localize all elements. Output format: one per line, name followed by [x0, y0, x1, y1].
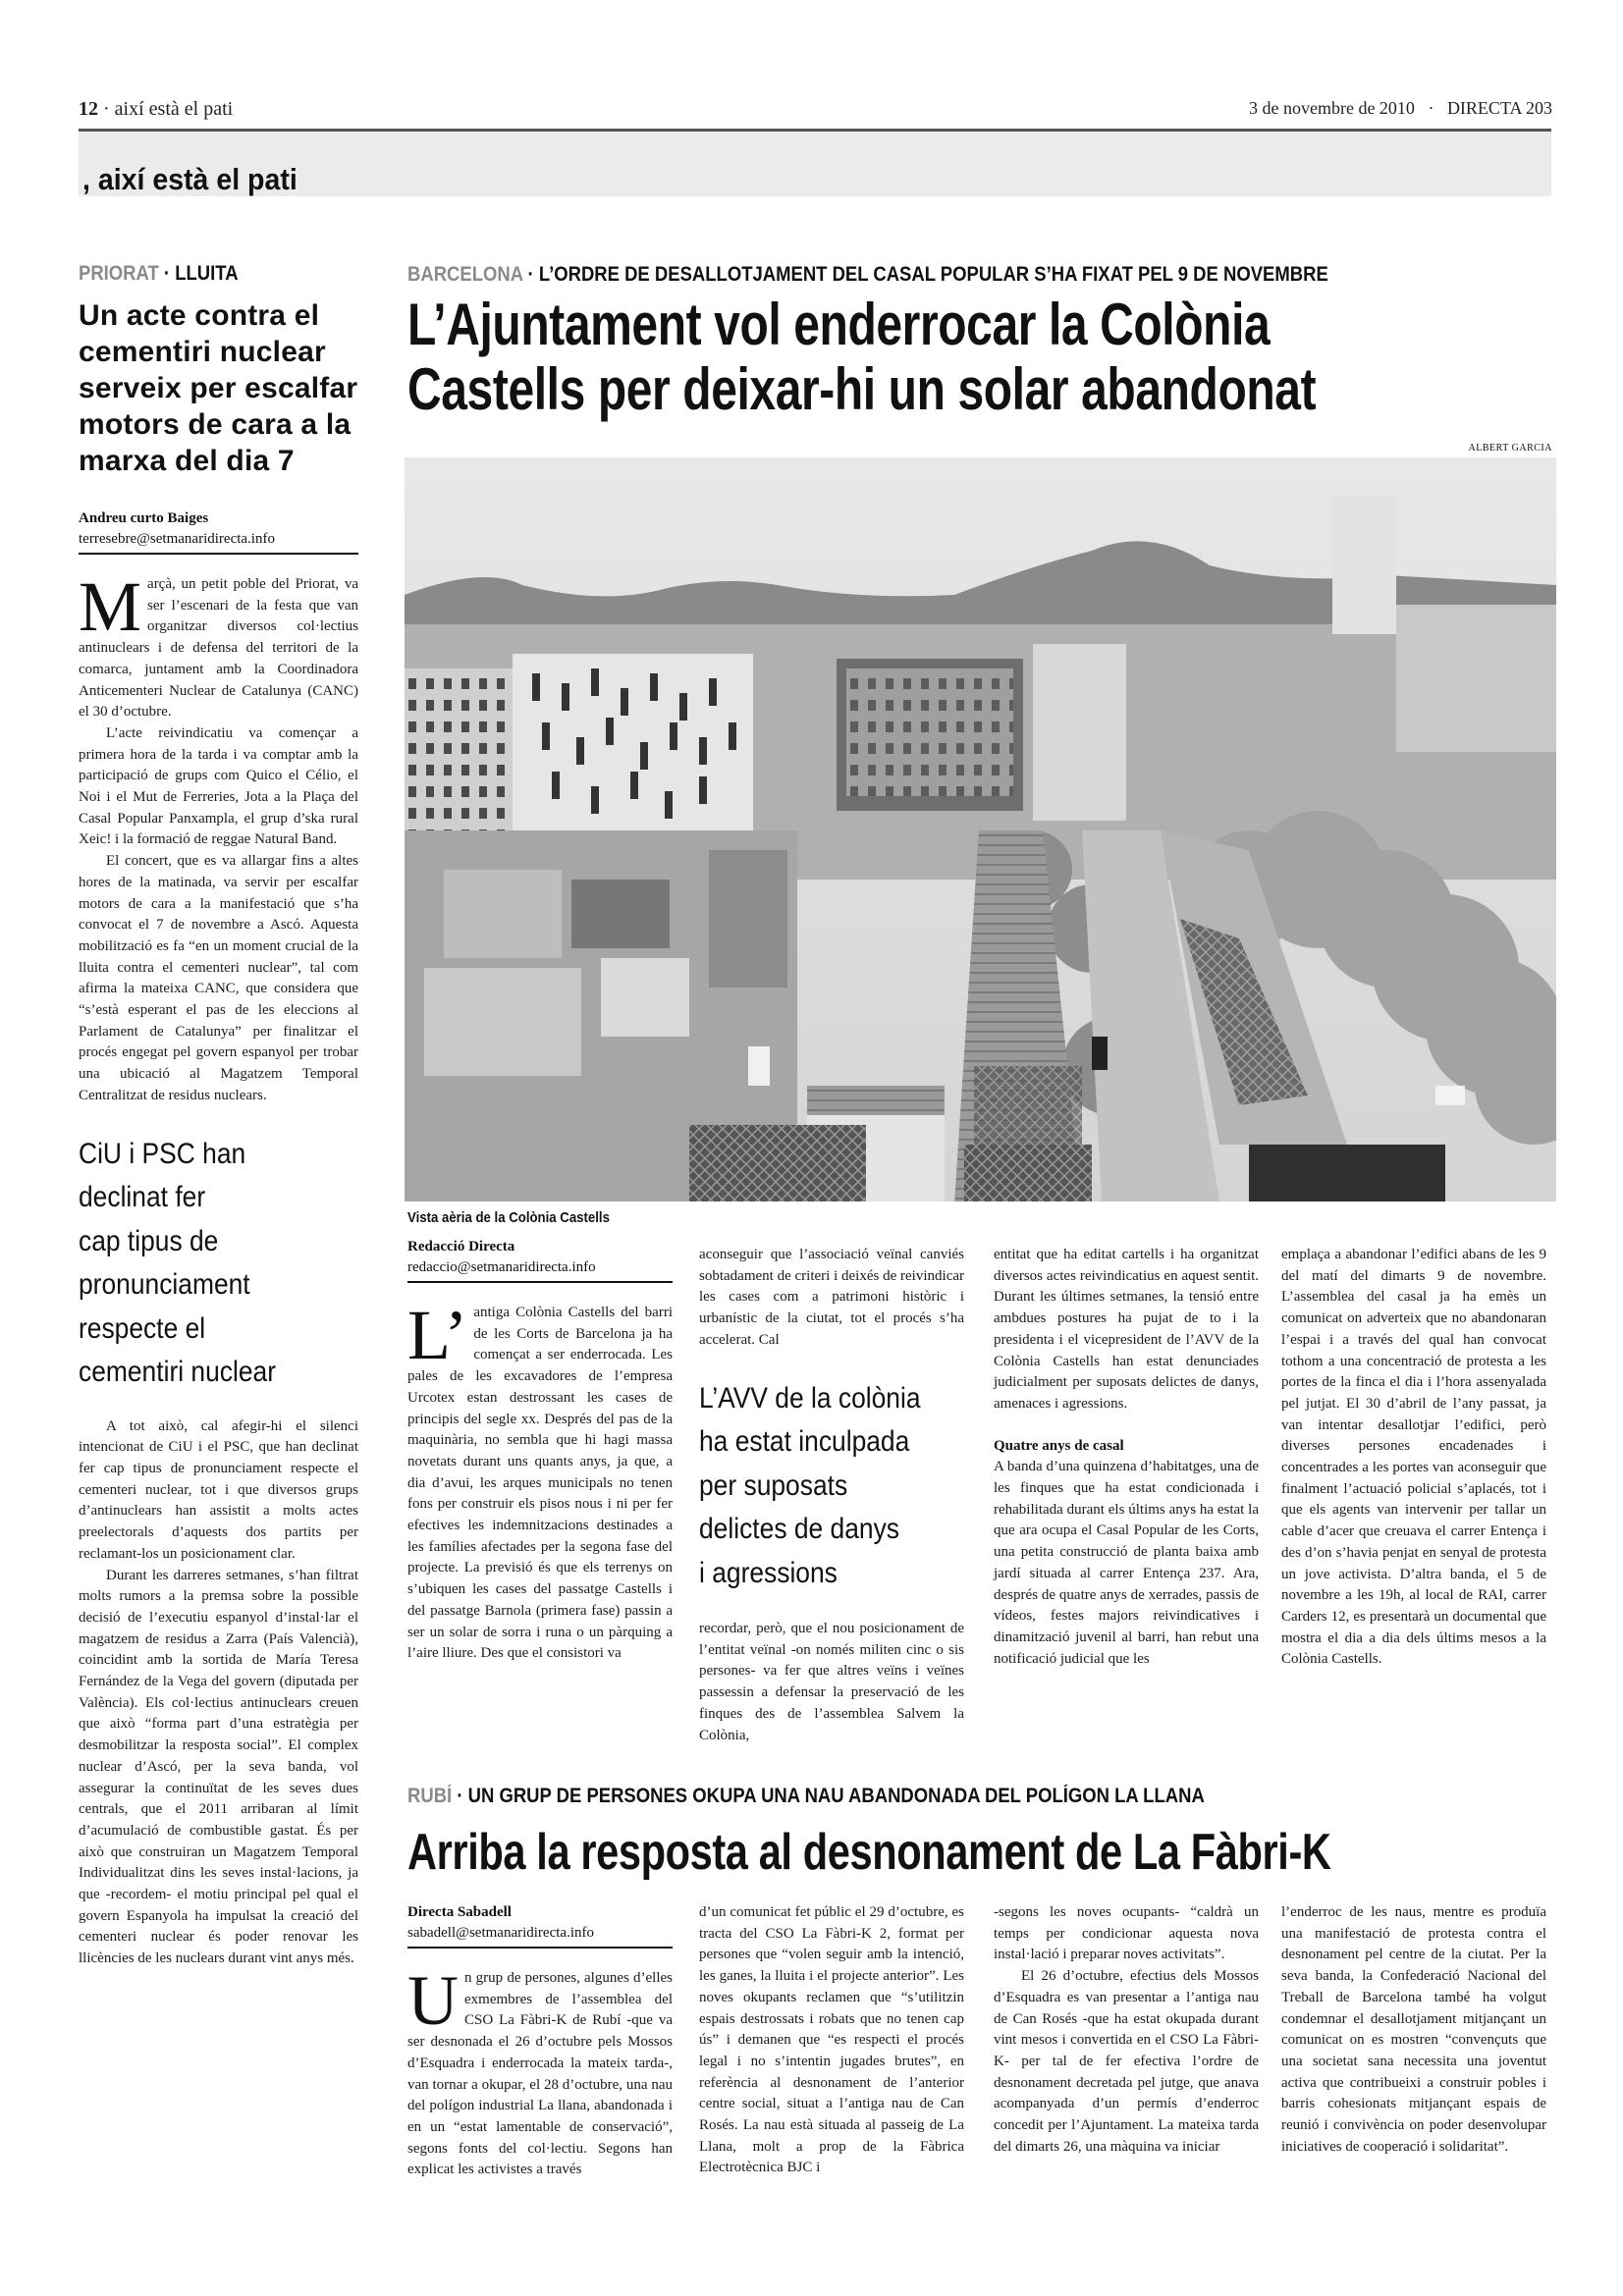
kicker-location: BARCELONA: [407, 263, 523, 286]
pull-line: per suposats: [699, 1468, 848, 1502]
paragraph: emplaça a abandonar l’edifici abans de les 9 del matí del dimarts 9 de novembre. L’assemblea del casal ja ha emès un comunicat on adverteix que no abandonaran l’espai i a través del qual han convocat tothom a una concentració de protesta a les portes de la finca el dia i l’hora assenyalada pel jutjat. El 30 d’abril de l’any passat, ja van intentar desallotjar l’edifici, però diverses persones encadenades i concentrades a les portes van aconseguir que finalment l’actuació policial s’aplacés, tot i que els agents van intervenir per tallar un cable d’acer que creuava el carrer Entença i des d’on s’havia penjat en senyal de protesta un jove activista. D’altra banda, el 5 de novembre a les 19h, al local de RAI, carrer Carders 12, es presentarà un documental que mostra el dia a dia dels últims mesos a la Colònia Castells.: [1281, 1247, 1546, 1668]
main-pull-quote: [699, 1377, 967, 1596]
byline-rule: [407, 1947, 673, 1949]
paragraph: arçà, un petit poble del Priorat, va ser l’escenari de la festa que van organitzar diversos col·lectius antinuclears i de defensa del territori de la comarca, juntament amb la Coordinadora Anticementeri Nuclear de Catalunya (CANC) el 30 d’octubre.: [79, 576, 358, 721]
pull-line: CiU i PSC han: [79, 1137, 246, 1170]
left-body-continued: [79, 1416, 358, 1970]
issue-date: 3 de novembre de 2010: [1248, 98, 1415, 118]
paragraph: El 26 d’octubre, efectius dels Mossos d’Esquadra es van presentar a l’antiga nau de Can Rosés -que ha estat okupada durant vint mesos i convertida en el CSO La Fàbri-K- per tal de fer efectiva l’ordre de desnonament decretada pel jutge, que anava acompanyada d’un permís d’enderroc concedit per l’Ajuntament. La mateixa tarda del dimarts 26, una màquina va iniciar: [994, 1968, 1259, 2155]
publication-name: DIRECTA 203: [1446, 98, 1552, 118]
rubi-column-1: [407, 1902, 673, 2181]
main-body-col3-bottom: [994, 1457, 1259, 1670]
left-pull-quote: [79, 1133, 363, 1395]
paragraph: recordar, però, que el nou posicionament de l’entitat veïnal -on només militen cinc o sis persones- va fer que altres veïns i veïnes passessin a defensar la preservació de les finques des de l’assemblea Salvem la Colònia,: [699, 1621, 964, 1743]
main-kicker: [407, 263, 1328, 287]
pull-line: ha estat inculpada: [699, 1425, 910, 1459]
photo-credit: ALBERT GARCIA: [1468, 443, 1552, 454]
aerial-photo: [405, 457, 1556, 1201]
left-body: [79, 567, 358, 1107]
kicker-separator: ·: [522, 263, 539, 286]
rubi-body-col1: [407, 1961, 673, 2181]
dateline-separator: ·: [1428, 98, 1434, 118]
kicker-separator: ·: [452, 1785, 468, 1807]
main-column-2: [699, 1245, 964, 1746]
author-email[interactable]: terresebre@setmanaridirecta.info: [79, 531, 275, 547]
author-email[interactable]: sabadell@setmanaridirecta.info: [407, 1925, 594, 1941]
paragraph: aconseguir que l’associació veïnal canviés sobtadament de criteri i deixés de reivindicar les cases com a patrimoni històric i urbanístic de la ciutat, tot el procés s’ha accelerat. Cal: [699, 1247, 964, 1348]
section-band: [79, 132, 1551, 196]
folio-section: així està el pati: [114, 98, 234, 120]
kicker-topic: UN GRUP DE PERSONES OKUPA UNA NAU ABANDONADA DEL POLÍGON LA LLANA: [467, 1785, 1205, 1807]
left-kicker: [79, 262, 325, 286]
pull-line: respecte el: [79, 1311, 206, 1345]
section-title: , així està el pati: [82, 162, 298, 196]
paragraph: n grup de persones, algunes d’elles exmembres de l’assemblea del CSO La Fàbri-K de Rubí -que va ser desnonada el 26 d’octubre pels Mossos d’Esquadra i enderrocada la mateix tarda-, van tornar a okupar, el 28 d’octubre, una nau del polígon industrial La llana, abandonada i en un “estat lamentable de conservació”, segons fonts del col·lectiu. Segons han explicat les activistes a través: [407, 1970, 673, 2178]
pull-line: cap tipus de: [79, 1224, 219, 1257]
pull-line: pronunciament: [79, 1268, 250, 1302]
paragraph: El concert, que es va allargar fins a altes hores de la matinada, va servir per escalfar motors de cara a la manifestació que s’ha convocat el 7 de novembre a Ascó. Aquesta mobilització es fa “en un moment crucial de la lluita contra el cementeri nuclear”, tal com afirma la mateixa CANC, que considera que “s’està esperant el pas de les eleccions al Parlament de Catalunya” per finalitzar el procés engegat pel govern espanyol per trobar una ubicació al Magatzem Temporal Centralitzat de residus nuclears.: [79, 853, 358, 1103]
main-byline: [407, 1237, 673, 1283]
dropcap: L’: [407, 1296, 468, 1374]
subhead: Quatre anys de casal: [994, 1437, 1124, 1454]
page-number: 12: [79, 98, 98, 120]
main-body-col3-top: [994, 1245, 1259, 1415]
kicker-location: PRIORAT: [79, 262, 159, 285]
folio-separator: ·: [103, 98, 110, 120]
rubi-column-4: [1281, 1902, 1546, 2158]
rubi-body-col2: [699, 1902, 964, 2179]
paragraph: A tot això, cal afegir-hi el silenci intencionat de CiU i el PSC, que han declinat fer cap tipus de pronunciament respecte el cementeri nuclear, tot i que diversos grups d’antinuclears han assistit a molts actes preelectorals d’aquests dos partits per reclamant-los un posicionament clar.: [79, 1417, 358, 1562]
paragraph: entitat que ha editat cartells i ha organitzat diversos actes reivindicatius en aquest sentit. Durant les últimes setmanes, la tensió entre ambdues postures ha pujat de to i la presidenta i el vicepresident de l’AVV de la Colònia Castells han estat denunciades judicialment per suposats delictes de danys, amenaces i agressions.: [994, 1247, 1259, 1412]
pull-line: declinat fer: [79, 1181, 206, 1214]
pull-line: delictes de danys: [699, 1513, 899, 1546]
dropcap: U: [407, 1961, 459, 2040]
author-email[interactable]: redaccio@setmanaridirecta.info: [407, 1259, 596, 1275]
main-column-4: [1281, 1245, 1546, 1671]
author-name: Directa Sabadell: [407, 1904, 512, 1920]
rubi-byline: [407, 1902, 673, 1949]
byline-rule: [79, 553, 358, 555]
main-body-col2-bottom: [699, 1619, 964, 1746]
photo-caption: Vista aèria de la Colònia Castells: [407, 1209, 610, 1226]
rubi-headline: Arriba la resposta al desnonament de La Fàbri-K: [407, 1824, 1331, 1881]
author-name: Redacció Directa: [407, 1239, 515, 1255]
pull-line: cementiri nuclear: [79, 1356, 277, 1389]
left-article: [79, 262, 358, 1970]
paragraph: L’acte reivindicatiu va començar a primera hora de la tarda i va comptar amb la participació de grups com Quico el Célio, el Noi i el Mut de Ferreries, Jota a la Plaça del Casal Popular Panxampla, el grup d’ska rural Xeic! i la formació de reggae Natural Band.: [79, 724, 358, 848]
rubi-body-col4: [1281, 1902, 1546, 2158]
left-byline: [79, 508, 358, 555]
kicker-topic: LLUITA: [175, 262, 239, 285]
main-column-3: [994, 1245, 1259, 1670]
paragraph: d’un comunicat fet públic el 29 d’octubre, es tracta del CSO La Fàbri-K 2, format per persones que “volen seguir amb la intenció, les ganes, la lluita i el projecte anterior”. Les noves okupants reclamen que “s’utilitzin espais destrossats i robats que no tenen cap ús” i demanen que “es respecti el procés legal i no s’intentin jugades brutes”, en referència al desnonament de l’anterior centre social, situat a l’antiga nau de Can Rosés. La nau està situada al passeig de La Llana, molt a prop de la Fàbrica Electrotècnica BJC i: [699, 1904, 964, 2176]
headline-line: Castells per deixar-hi un solar abandonat: [407, 356, 1317, 422]
rubi-column-2: [699, 1902, 964, 2179]
kicker-location: RUBÍ: [407, 1785, 453, 1807]
paragraph: l’enderroc de les naus, mentre es produïa una manifestació de protesta contra el desnonament pel centre de la ciutat. Per la seva banda, la Confederació Nacional del Treball de Barcelona també ha volgut condemnar el desallotjament mitjançant un comunicat on es mostren “convençuts que una societat sana necessita una joventut activa que contribueixi a construir pobles i barris cohesionats mitjançant espais de reunió i convivència on poder desenvolupar iniciatives de cooperació i solidaritat”.: [1281, 1904, 1546, 2155]
dropcap: M: [79, 567, 142, 646]
page-folio: [79, 98, 233, 121]
main-body-col4: [1281, 1245, 1546, 1671]
paragraph: A banda d’una quinzena d’habitatges, una de les finques que ha estat condicionada i rehabilitada durant els últims anys ha estat la que ara ocupa el Casal Popular de les Corts, una petita construcció de planta baixa amb jardí situada al carrer Entença 237. Ara, després de quatre anys de xerrades, passis de vídeos, festes majors reivindicatives i dinamització juvenil al barri, han rebut una notificació judicial que les: [994, 1459, 1259, 1667]
pull-line: i agressions: [699, 1556, 838, 1589]
pull-line: L’AVV de la colònia: [699, 1381, 921, 1415]
paragraph: -segons les noves ocupants- “caldrà un temps per condicionar aquesta nova instal·lació i preparar noves activitats”.: [994, 1904, 1259, 1963]
author-name: Andreu curto Baiges: [79, 510, 209, 526]
paragraph: antiga Colònia Castells del barri de les Corts de Barcelona ja ha començat a ser enderrocada. Les pales de les excavadores de l’empresa Urcotex estan destrossant les cases de principis del segle xx. Després del pas de la maquinària, no sembla que hi hagi massa novetats durant uns quants anys, ja que, a dia d’avui, les arques municipals no tenen fons per construir els pisos nous i ni per fer efectives les indemnitzacions destinades a les famílies afectades per la segona fase del projecte. La previsió és que els terrenys on s’ubiquen les cases del passatge Castells i del passatge Barnola (primera fase) passin a ser un solar de sorra i runa o un pàrquing a l’aire lliure. Des que el consistori va: [407, 1305, 673, 1662]
rubi-column-3: [994, 1902, 1259, 2158]
main-column-1: [407, 1237, 673, 1665]
dateline: [1249, 98, 1552, 119]
paragraph: Durant les darreres setmanes, s’han filtrat molts rumors a la premsa sobre la possible decisió de l’executiu espanyol d’instal·lar el magatzem de residus a Zarra (País Valencià), coincidint amb la sortida de María Teresa Fernández de la Vega del govern (diputada per València). Els col·lectius antinuclears creuen que això “forma part d’una estratègia per desmobilitzar la resposta social”. El complex nuclear d’Ascó, per la seva banda, vol assegurar la continuïtat de les seves dues centrals, que el 2011 arribaran al límit d’acumulació de combustible gastat. És per això que construiran un Magatzem Temporal Individualitzat dins les seves instal·lacions, ja que -recordem- el motiu principal pel qual el govern Espanyola ha impulsat la creació del cementeri nuclear és poder renovar les llicències de les nuclears durant vint anys més.: [79, 1567, 358, 1967]
main-body-col2-top: [699, 1245, 964, 1352]
kicker-topic: L’ORDRE DE DESALLOTJAMENT DEL CASAL POPULAR S’HA FIXAT PEL 9 DE NOVEMBRE: [538, 263, 1328, 286]
rubi-body-col3: [994, 1902, 1259, 2158]
byline-rule: [407, 1281, 673, 1283]
headline-line: L’Ajuntament vol enderrocar la Colònia: [407, 292, 1271, 357]
kicker-separator: ·: [158, 262, 176, 285]
main-body-col1: [407, 1296, 673, 1665]
left-headline: Un acte contra el cementiri nuclear serveix per escalfar motors de cara a la marxa del dia 7: [79, 299, 358, 477]
rubi-kicker: [407, 1785, 1205, 1808]
main-headline: [407, 293, 1316, 422]
